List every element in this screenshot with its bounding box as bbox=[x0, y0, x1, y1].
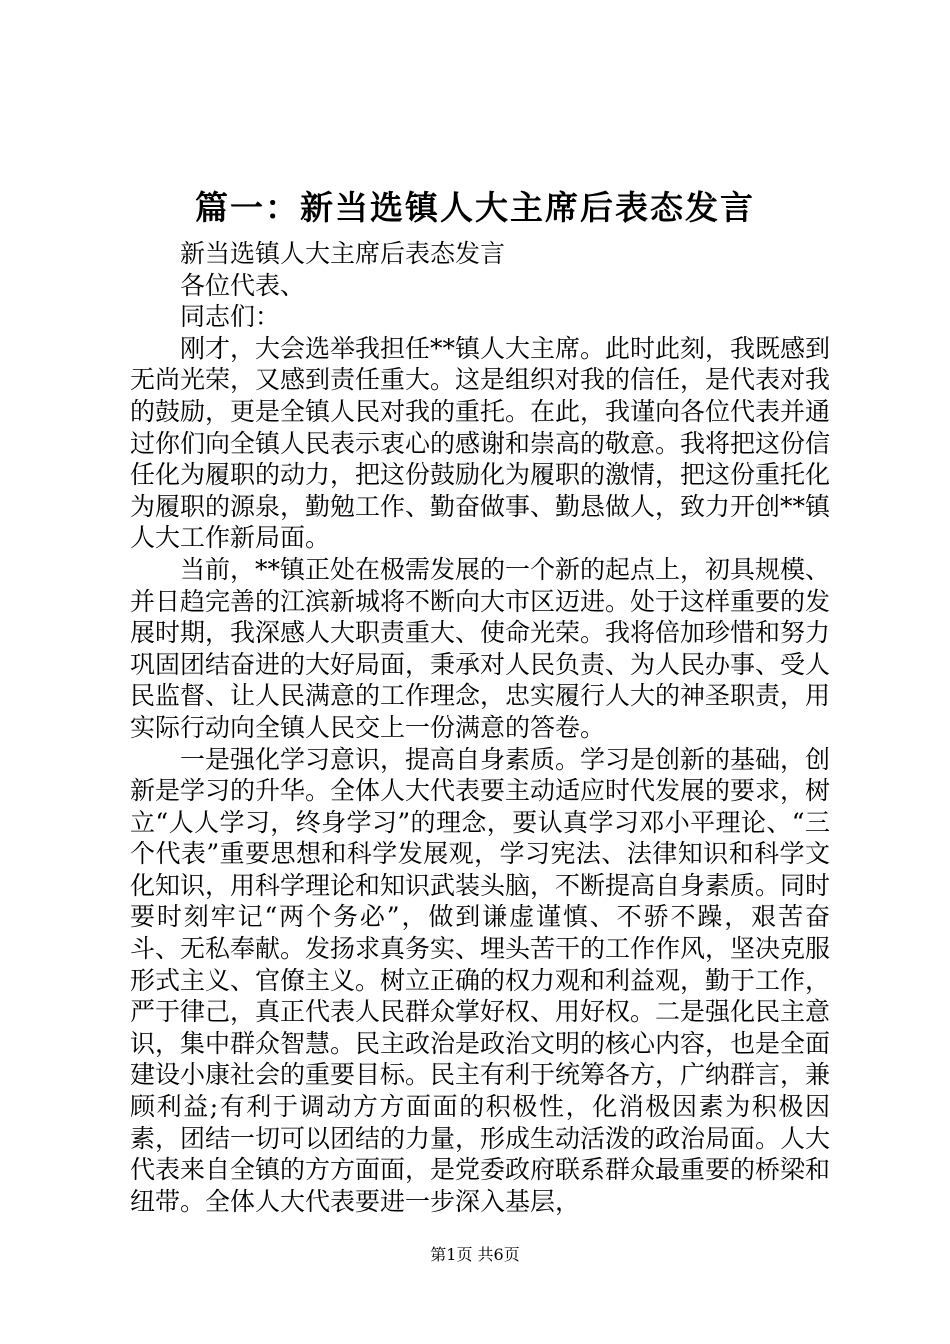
salutation-line-1: 各位代表、 bbox=[180, 270, 306, 300]
document-body bbox=[130, 238, 830, 1217]
body-paragraph-2: 当前，**镇正处在极需发展的一个新的起点上，初具规模、并日趋完善的江滨新城将不断向大市区迈进。处于这样重要的发展时期，我深感人大职责重大、使命光荣。我将倍加珍惜和努力巩固团结奋进的大好局面，秉承对人民负责、为人民办事、受人民监督、让人民满意的工作理念，忠实履行人大的神圣职责，用实际行动向全镇人民交上一份满意的答卷。 bbox=[130, 554, 831, 742]
page-footer: 第1页 共6页 bbox=[430, 1245, 520, 1264]
body-paragraph-3: 一是强化学习意识，提高自身素质。学习是创新的基础，创新是学习的升华。全体人大代表要主动适应时代发展的要求，树立“人人学习，终身学习”的理念，要认真学习邓小平理论、“三个代表”重要思想和科学发展观，学习宪法、法律知识和科学文化知识，用科学理论和知识武装头脑，不断提高自身素质。同时要时刻牢记“两个务必”，做到谦虚谨慎、不骄不躁，艰苦奋斗、无私奉献。发扬求真务实、埋头苦干的工作作风，坚决克服形式主义、官僚主义。树立正确的权力观和利益观，勤于工作，严于律己，真正代表人民群众掌好权、用好权。二是强化民主意识，集中群众智慧。民主政治是政治文明的核心内容，也是全面建设小康社会的重要目标。民主有利于统筹各方，广纳群言，兼顾利益;有利于调动方方面面的积极性，化消极因素为积极因素，团结一切可以团结的力量，形成生动活泼的政治局面。人大代表来自全镇的方方面面，是党委政府联系群众最重要的桥梁和纽带。全体人大代表要进一步深入基层， bbox=[130, 744, 831, 1216]
subtitle-line: 新当选镇人大主席后表态发言 bbox=[180, 239, 506, 268]
salutation-line-2: 同志们： bbox=[180, 302, 281, 332]
body-paragraph-1: 刚才，大会选举我担任**镇人大主席。此时此刻，我既感到无尚光荣，又感到责任重大。这是组织对我的信任，是代表对我的鼓励，更是全镇人民对我的重托。在此，我谨向各位代表并通过你们向全镇人民表示衷心的感谢和崇高的敬意。我将把这份信任化为履职的动力，把这份鼓励化为履职的激情，把这份重托化为履职的源泉，勤勉工作、勤奋做事、勤恳做人，致力开创**镇人大工作新局面。 bbox=[130, 333, 831, 553]
document-title: 篇一：新当选镇人大主席后表态发言 bbox=[195, 188, 755, 227]
